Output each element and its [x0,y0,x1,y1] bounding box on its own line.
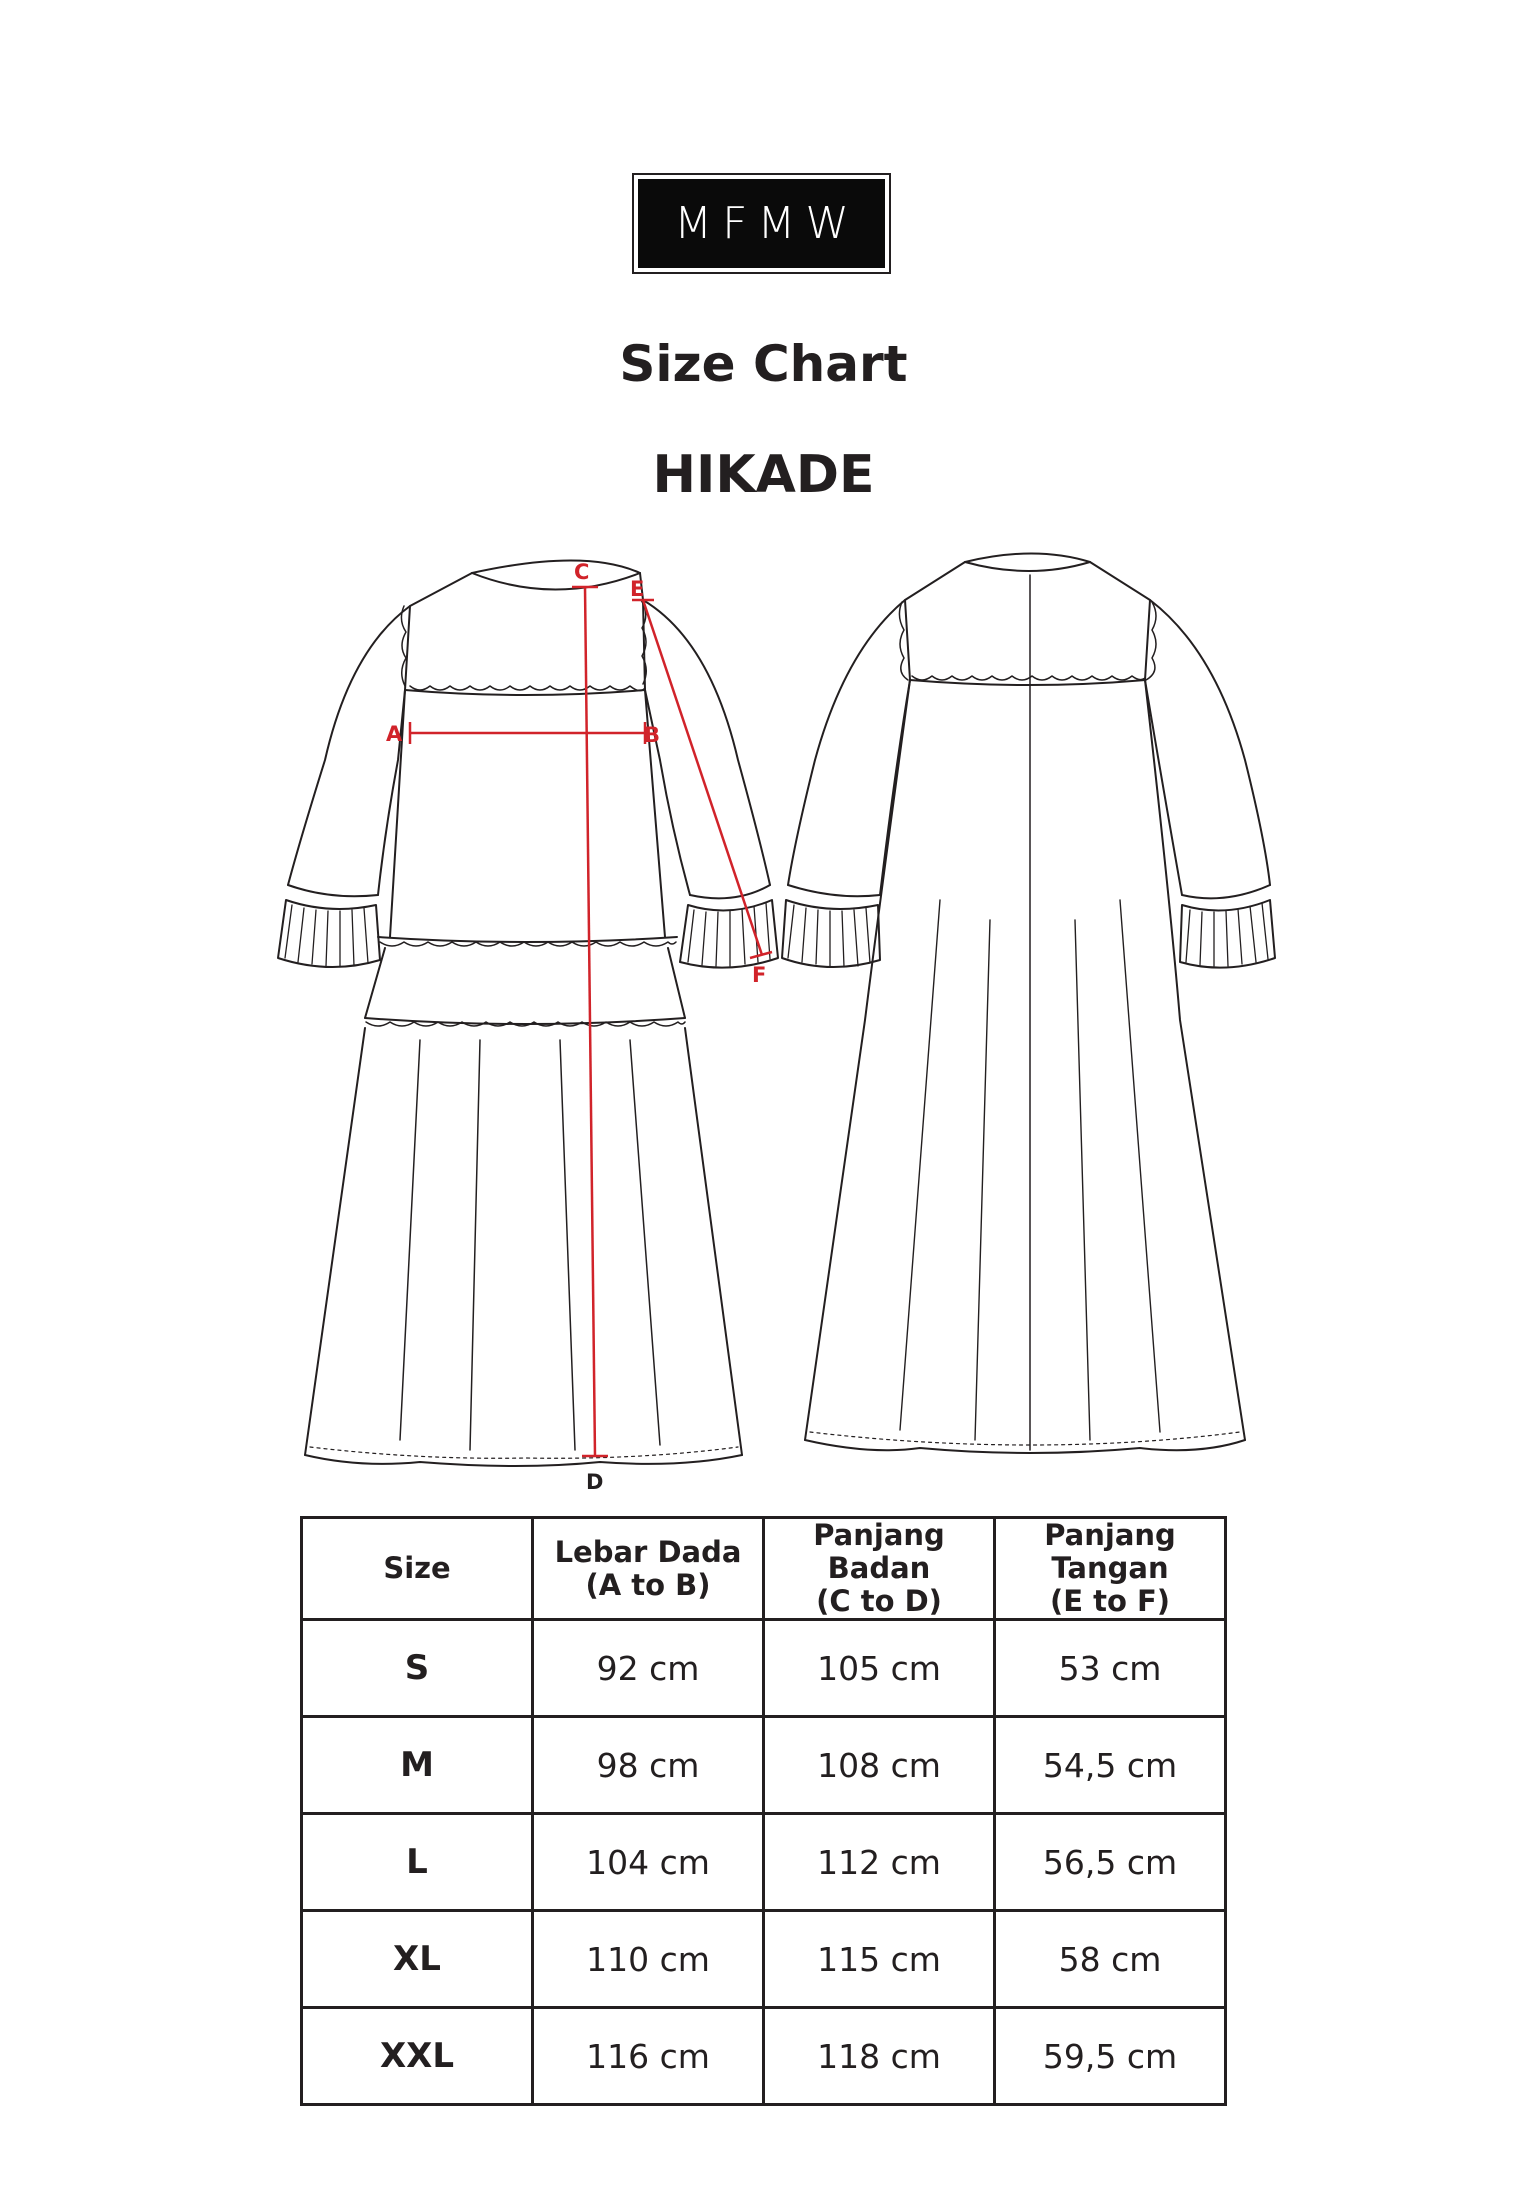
header-sleeve-length: Panjang Tangan (E to F) [995,1518,1226,1620]
measure-line-e-f [643,600,762,955]
body-length-cell: 115 cm [764,1911,995,2008]
header-size: Size [302,1518,533,1620]
sleeve-length-cell: 53 cm [995,1620,1226,1717]
size-cell: L [302,1814,533,1911]
size-cell: XXL [302,2008,533,2105]
body-length-cell: 108 cm [764,1717,995,1814]
size-cell: S [302,1620,533,1717]
size-table [300,1516,1227,2106]
marker-d: D [586,1470,604,1494]
sleeve-length-cell: 54,5 cm [995,1717,1226,1814]
table-header-row [302,1518,1226,1620]
header-body-length: Panjang Badan (C to D) [764,1518,995,1620]
table-row [302,2008,1226,2105]
measurement-labels [386,560,766,987]
sleeve-length-cell: 58 cm [995,1911,1226,2008]
marker-b: B [644,723,661,747]
body-length-cell: 112 cm [764,1814,995,1911]
table-row [302,1620,1226,1717]
brand-logo [632,173,891,274]
chest-cell: 116 cm [533,2008,764,2105]
brand-logo-text: MFMW [638,179,885,268]
marker-e: E [630,577,645,601]
body-length-cell: 118 cm [764,2008,995,2105]
size-cell: XL [302,1911,533,2008]
sleeve-length-cell: 56,5 cm [995,1814,1226,1911]
page-title: Size Chart [619,335,908,393]
measure-line-c-d [585,587,595,1456]
chest-cell: 92 cm [533,1620,764,1717]
body-length-cell: 105 cm [764,1620,995,1717]
table-row [302,1717,1226,1814]
header-chest-width: Lebar Dada (A to B) [533,1518,764,1620]
front-view-drawing [278,561,778,1467]
chest-cell: 98 cm [533,1717,764,1814]
table-row [302,1814,1226,1911]
back-view-drawing [782,554,1275,1454]
garment-technical-drawing [0,540,1527,1500]
measurement-lines [410,587,772,1456]
marker-a: A [386,722,403,746]
marker-c: C [574,560,590,584]
size-cell: M [302,1717,533,1814]
table-row [302,1911,1226,2008]
chest-cell: 104 cm [533,1814,764,1911]
sleeve-length-cell: 59,5 cm [995,2008,1226,2105]
chest-cell: 110 cm [533,1911,764,2008]
product-name: HIKADE [652,445,875,505]
marker-f: F [752,963,767,987]
